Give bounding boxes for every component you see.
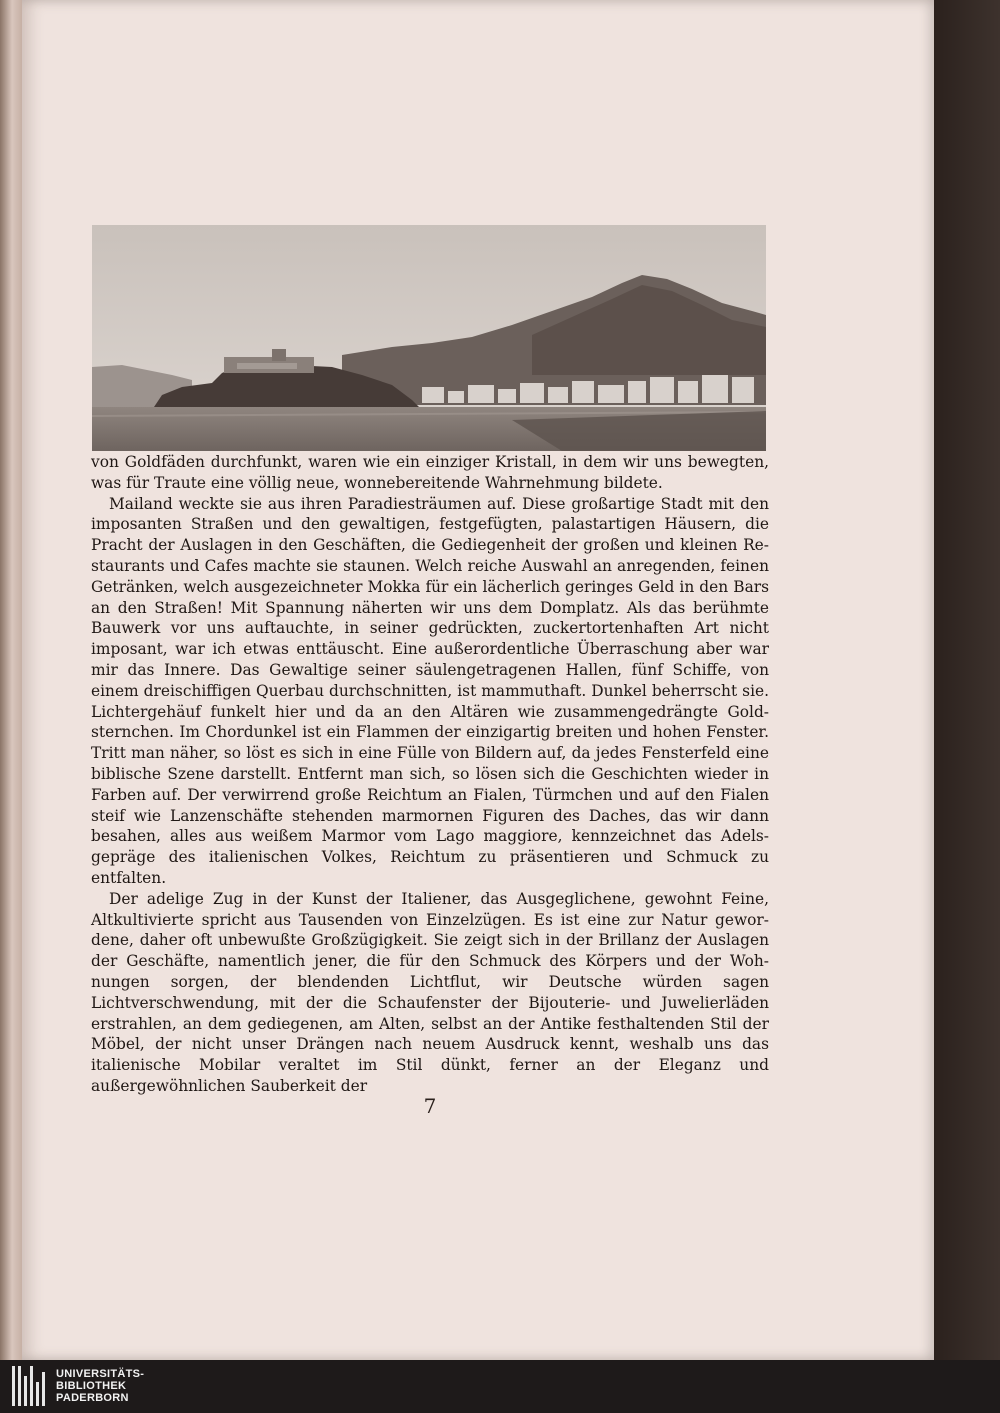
page-number: 7 — [423, 1094, 437, 1118]
logo-line-3: PADERBORN — [56, 1392, 129, 1404]
university-library-logo-icon — [12, 1362, 144, 1410]
logo-bars-icon — [12, 1366, 48, 1406]
adjacent-page-edge — [0, 0, 22, 1360]
photograph-icon — [92, 225, 766, 451]
paragraph-1: von Goldfäden durchfunkt, waren wie ein einziger Kristall, in dem wir uns bewegten, was für Traute eine völlig neue, wonnebereitende Wahrnehmung bildete. — [91, 453, 769, 492]
logo-line-2: BIBLIOTHEK — [56, 1380, 127, 1392]
body-text — [91, 452, 769, 1097]
logo-text — [56, 1368, 144, 1404]
harbor-town-photograph — [92, 225, 766, 451]
logo-line-1: UNIVERSITÄTS- — [56, 1368, 145, 1380]
paragraph-2: Mailand weckte sie aus ihren Paradiesträumen auf. Diese großartige Stadt mit den imposanten Straßen und den gewaltigen, festgefügten, palastartigen Häusern, die Pracht der Auslagen in den Geschäften, die Gediegenheit der großen und kleinen Restaurants und Cafes machte sie staunen. Welch reiche Auswahl an anregenden, feinen Getränken, welch ausgezeichneter Mokka für ein lächerlich geringes Geld in den Bars an den Straßen! Mit Spannung näherten wir uns dem Domplatz. Als das berühmte Bauwerk vor uns auftauchte, in seiner gedrückten, zuckertortenhaften Art nicht imposant, war ich etwas enttäuscht. Eine außerordentliche Überraschung aber war mir das Innere. Das Gewaltige seiner säulengetragenen Hallen, fünf Schiffe, von einem dreischiffigen Querbau durchschnitten, ist mammuthaft. Dunkel beherrscht sie. Lichtergehäuf funkelt hier und da an den Altären wie zusammengedrängte Goldsternchen. Im Chordunkel ist ein Flammen der einzigartig breiten und hohen Fenster. Tritt man näher, so löst es sich in eine Fülle von Bildern auf, da jedes Fensterfeld eine biblische Szene darstellt. Entfernt man sich, so lösen sich die Geschichten wieder in Farben auf. Der verwirrend große Reichtum an Fialen, Türmchen und auf den Fialen steif wie Lanzenschäfte stehenden marmornen Figuren des Daches, das wir dann besahen, alles aus weißem Marmor vom Lago maggiore, kennzeichnet das Adelsgepräge des italienischen Volkes, Reichtum zu präsentieren und Schmuck zu entfalten. — [91, 494, 769, 887]
scan-background — [934, 0, 1000, 1360]
paragraph-3: Der adelige Zug in der Kunst der Italiener, das Ausgeglichene, gewohnt Feine, Altkultivierte spricht aus Tausenden von Einzelzügen. Es ist eine zur Natur gewordene, daher oft unbewußte Großzügigkeit. Sie zeigt sich in der Brillanz der Auslagen der Geschäfte, namentlich jener, die für den Schmuck des Körpers und der Wohnungen sorgen, der blendenden Lichtflut, wir Deutsche würden sagen Lichtverschwendung, mit der die Schaufenster der Bijouterie- und Juwelierläden erstrahlen, an dem gediegenen, am Alten, selbst an der Antike festhaltenden Stil der Möbel, der nicht unser Drängen nach neuem Ausdruck kennt, weshalb uns das italienische Mobilar veraltet im Stil dünkt, ferner an der Eleganz und außergewöhnlichen Sauberkeit der — [91, 889, 769, 1095]
footer-bar — [0, 1360, 1000, 1413]
